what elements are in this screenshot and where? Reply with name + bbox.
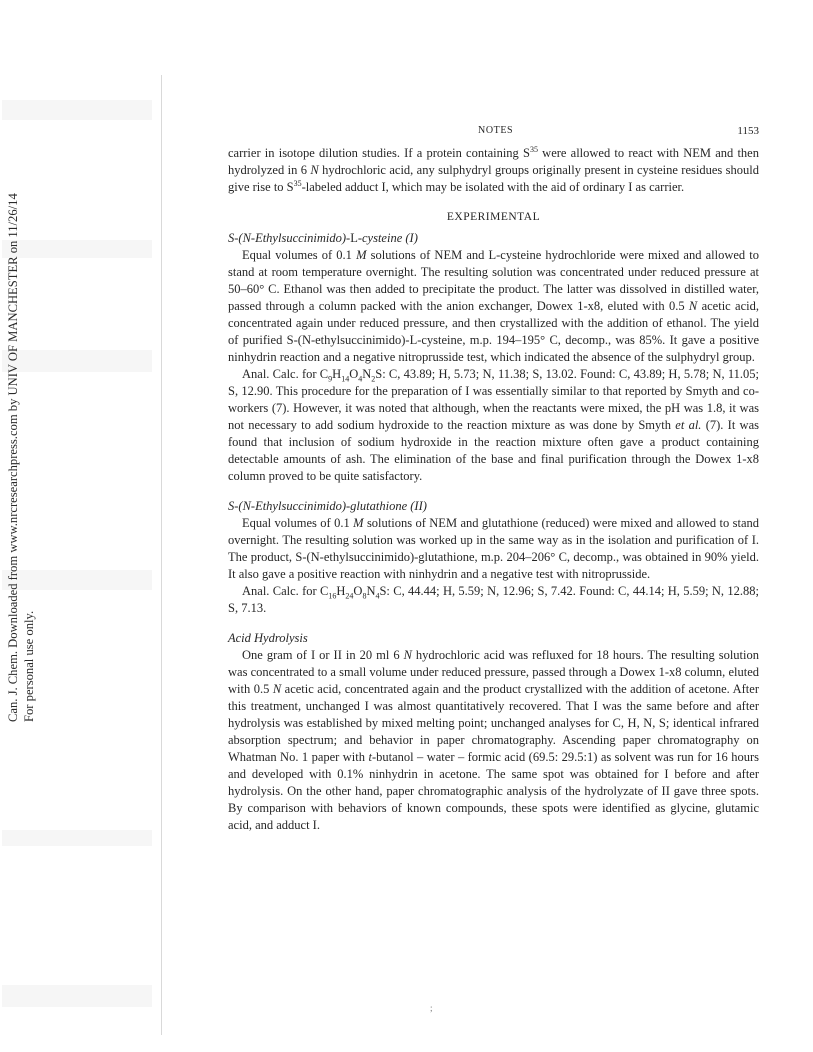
article-body <box>228 145 759 834</box>
page-header <box>228 125 759 139</box>
watermark-download-line: Can. J. Chem. Downloaded from www.nrcresearchpress.com by UNIV OF MANCHESTER on 11/26/14 <box>6 193 20 722</box>
margin-smudge <box>2 100 152 120</box>
margin-rule <box>161 75 162 1035</box>
running-head: NOTES <box>478 125 514 136</box>
subsection-heading-cysteine-adduct: S-(N-Ethylsuccinimido)-L-cysteine (I) <box>228 231 418 245</box>
download-watermark <box>2 193 42 722</box>
paragraph-cysteine-preparation: Equal volumes of 0.1 M solutions of NEM and L-cysteine hydrochloride were mixed and allowed to stand at room temperature overnight. The resulting solution was concentrated under reduced pressure at 50–60° C. Ethanol was then added to precipitate the product. The latter was dissolved in distilled water, passed through a column packed with the anion exchanger, Dowex 1-x8, eluted with 0.5 N acetic acid, concentrated again under reduced pressure, and then crystallized with the addition of ethanol. The yield of purified S-(N-ethylsuccinimido)-L-cysteine, m.p. 194–195° C, decomp., was 85%. It gave a positive ninhydrin reaction and a negative nitroprusside test, which indicated the absence of the sulphydryl group. <box>228 248 759 364</box>
subsection-heading-glutathione-adduct: S-(N-Ethylsuccinimido)-glutathione (II) <box>228 499 427 513</box>
paragraph-acid-hydrolysis: One gram of I or II in 20 ml 6 N hydrochloric acid was refluxed for 18 hours. The resulting solution was concentrated to a small volume under reduced pressure, passed through a Dowex 1-x8 column, eluted with 0.5 N acetic acid, concentrated again and the product crystallized with the addition of acetone. After this treatment, unchanged I was almost quantitatively recovered. That I was the same before and after hydrolysis was established by mixed melting point; unchanged analyses for C, H, N, S; identical infrared absorption spectrum; and behavior in paper chromatography. Ascending paper chromatography on Whatman No. 1 paper with t-butanol – water – formic acid (69.5: 29.5:1) as solvent was run for 16 hours and developed with 0.1% ninhydrin in acetone. The same spot was obtained for I before and after hydrolysis. On the other hand, paper chromatographic analysis of the hydrolyzate of II gave three spots. By comparison with behaviors of known compounds, these spots were identified as glycine, glutamic acid, and adduct I. <box>228 648 759 832</box>
page-mark: ; <box>430 1003 433 1013</box>
page-number: 1153 <box>737 125 759 137</box>
paragraph-glutathione-analysis: Anal. Calc. for $C_{16}H_{24}O_8N_4S$: C, 44.44; H, 5.59; N, 12.96; S, 7.42. Found: C, 44.14; H, 5.59; N, 12.88; S, 7.13. <box>228 584 759 615</box>
paragraph-glutathione-preparation: Equal volumes of 0.1 M solutions of NEM and glutathione (reduced) were mixed and allowed to stand overnight. The resulting solution was worked up in the same way as in the isolation and purification of I. The product, S-(N-ethylsuccinimido)-glutathione, m.p. 204–206° C, decomp., was obtained in 90% yield. It also gave a positive reaction with ninhydrin and a negative test with nitroprusside. <box>228 516 759 581</box>
subsection-heading-acid-hydrolysis: Acid Hydrolysis <box>228 631 308 645</box>
intro-paragraph: carrier in isotope dilution studies. If a protein containing $S^{35}$ were allowed to react with NEM and then hydrolyzed in 6 N hydrochloric acid, any sulphydryl groups originally present in cysteine residues should give rise to $S^{35}$-labeled adduct I, which may be isolated with the aid of ordinary I as carrier. <box>228 144 759 194</box>
watermark-personal-use-line: For personal use only. <box>22 610 36 722</box>
margin-smudge <box>2 985 152 1007</box>
paragraph-cysteine-analysis: Anal. Calc. for $C_9H_{14}O_4N_2S$: C, 43.89; H, 5.73; N, 11.38; S, 13.02. Found: C, 43.89; H, 5.78; N, 11.05; S, 12.90. This procedure for the preparation of I was essentially similar to that reported by Smyth and co-workers (7). However, it was noted that although, when the reactants were mixed, the pH was 1.8, it was not necessary to add sodium hydroxide to the reaction mixture as was done by Smyth et al. (7). It was found that inclusion of sodium hydroxide in the reaction mixture often gave a product containing detectable amounts of ash. The elimination of the base and final purification through the Dowex 1-x8 column proved to be quite satisfactory. <box>228 367 760 483</box>
section-title-experimental: EXPERIMENTAL <box>446 211 541 223</box>
margin-smudge <box>2 830 152 846</box>
